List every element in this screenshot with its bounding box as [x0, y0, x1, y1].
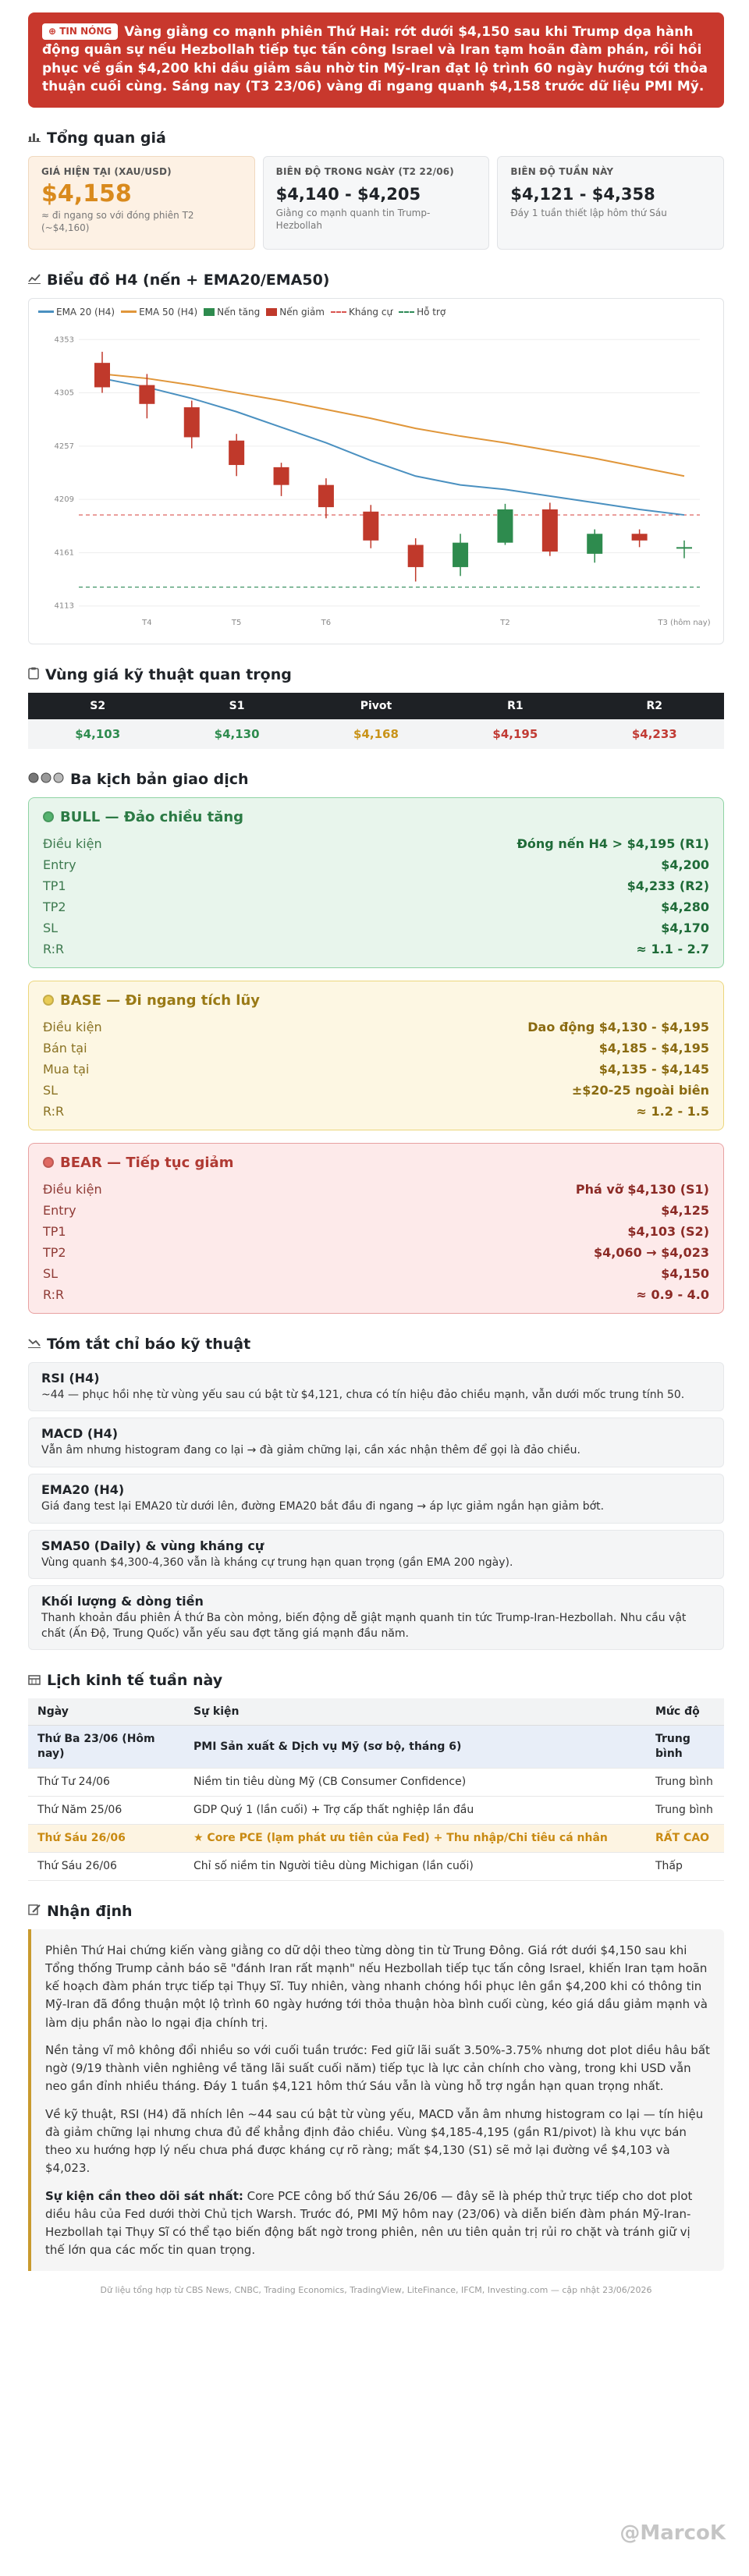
indicator-ema20: EMA20 (H4) Giá đang test lại EMA20 từ dưới lên, đường EMA20 bắt đầu đi ngang → áp lực giảm ngắn hạn giảm bớt.: [28, 1474, 724, 1524]
overview-cards: [28, 156, 724, 250]
scenario-row: SL ±$20-25 ngoài biên: [43, 1082, 709, 1098]
y-tick-label: 4353: [54, 335, 74, 345]
level-pivot: $4,168: [307, 719, 445, 749]
calendar-table: Ngày Sự kiện Mức độ Thứ Ba 23/06 (Hôm nay) PMI Sản xuất & Dịch vụ Mỹ (sơ bộ, tháng 6) Trung bình Thứ Tư 24/06 Niềm tin tiêu dùng Mỹ (CB Consumer Confidence) Trung bình Thứ Năm 25/06 GDP Quý 1 (lần cuối) + Trợ cấp thất nghiệp lần đầu Trung bình Thứ Sáu 26/06 ★ Core PCE (lạm phát ưu tiên của Fed) + Thu nhập/Chi tiêu cá nhân RẤT CAO Thứ Sáu 26/06 Chỉ số niềm tin Người tiêu dùng Michigan (lần cuối) Thấp: [28, 1698, 724, 1880]
scenario-row: R:R ≈ 1.2 - 1.5: [43, 1103, 709, 1119]
scenario-row: R:R ≈ 0.9 - 4.0: [43, 1286, 709, 1302]
overview-heading: Tổng quan giá: [28, 130, 724, 147]
legend-support: Hỗ trợ: [399, 307, 445, 318]
pencil-icon: [28, 1904, 41, 1918]
scenario-row: Mua tại $4,135 - $4,145: [43, 1061, 709, 1077]
line-chart-icon: [28, 272, 41, 287]
level-header-s1: S1: [167, 693, 306, 719]
assessment-paragraph: Về kỹ thuật, RSI (H4) đã nhích lên ~44 sau cú bật từ vùng yếu, MACD vẫn âm nhưng histogram co lại — tín hiệu đà giảm chững lại nhưng chưa đủ để khẳng định đảo chiều. Vùng $4,185-4,195 (gần R1/pivot) là khu vực bán theo xu hướng hợp lý nếu chưa phá được kháng cự rõ ràng; mất $4,130 (S1) sẽ mở lại đường về $4,103 và $4,023.: [45, 2106, 704, 2176]
level-header-pivot: Pivot: [307, 693, 445, 719]
level-r1: $4,195: [445, 719, 584, 749]
candle-up: [497, 509, 513, 543]
scenario-row: TP2 $4,060 → $4,023: [43, 1244, 709, 1260]
assessment-paragraph: Nền tảng vĩ mô không đổi nhiều so với cuối tuần trước: Fed giữ lãi suất 3.50%-3.75% nhưng dot plot diều hâu bất ngờ (9/19 thành viên nghiêng về tăng lãi suất cuối năm) tiếp tục là lực cản chính cho vàng, trong khi USD vẫn neo gần đỉnh nhiều tháng. Đáy 1 tuần $4,121 hôm thứ Sáu vẫn là vùng hỗ trợ ngắn hạn quan trọng nhất.: [45, 2042, 710, 2094]
candle-down: [408, 545, 424, 566]
chart-legend: [38, 307, 714, 318]
current-price-card: GIÁ HIỆN TẠI (XAU/USD) $4,158 ≈ đi ngang so với đóng phiên T2 (~$4,160): [28, 156, 255, 250]
bear-scenario: BEAR — Tiếp tục giảm Điều kiện Phá vỡ $4,130 (S1) Entry $4,125 TP1 $4,103 (S2) TP2 $4,060 → $4,023 SL $4,150 R:R ≈ 0.9 - 4.0: [28, 1143, 724, 1314]
candle-down: [318, 484, 334, 506]
y-tick-label: 4257: [54, 442, 74, 451]
traffic-dots-icon: [28, 772, 64, 786]
scenario-row: Điều kiện Phá vỡ $4,130 (S1): [43, 1181, 709, 1197]
bar-chart-icon: [28, 130, 41, 145]
scenario-row: TP1 $4,233 (R2): [43, 878, 709, 893]
scenario-row: Bán tại $4,185 - $4,195: [43, 1040, 709, 1056]
indicators-heading: Tóm tắt chỉ báo kỹ thuật: [28, 1336, 724, 1353]
x-tick-label: T6: [321, 618, 332, 627]
calendar-row: Thứ Tư 24/06 Niềm tin tiêu dùng Mỹ (CB Consumer Confidence) Trung bình: [28, 1769, 724, 1797]
scenarios-heading: Ba kịch bản giao dịch: [28, 771, 724, 788]
candle-down: [94, 363, 110, 387]
scenario-row: Entry $4,125: [43, 1202, 709, 1218]
x-tick-label: T3 (hôm nay): [658, 618, 711, 627]
scenario-row: Điều kiện Dao động $4,130 - $4,195: [43, 1019, 709, 1034]
legend-up: Nến tăng: [204, 307, 260, 318]
bull-dot-icon: [43, 811, 54, 822]
y-tick-label: 4209: [54, 495, 74, 504]
candle-down: [184, 407, 200, 437]
calendar-row: Thứ Năm 25/06 GDP Quý 1 (lần cuối) + Trợ cấp thất nghiệp lần đầu Trung bình: [28, 1797, 724, 1825]
candle-up: [587, 534, 602, 554]
y-tick-label: 4113: [54, 601, 74, 611]
candle-down: [139, 385, 154, 403]
candle-down: [274, 467, 289, 485]
indicator-sma50: SMA50 (Daily) & vùng kháng cự Vùng quanh $4,300-4,360 vẫn là kháng cự trung hạn quan trọng (gần EMA 200 ngày).: [28, 1530, 724, 1580]
daily-range-card: BIÊN ĐỘ TRONG NGÀY (T2 22/06) $4,140 - $4,205 Giằng co mạnh quanh tin Trump-Hezbollah: [263, 156, 490, 250]
candle-up: [676, 547, 692, 548]
breaking-news-banner: [28, 12, 724, 108]
weekly-range-card: BIÊN ĐỘ TUẦN NÀY $4,121 - $4,358 Đáy 1 tuần thiết lập hôm thứ Sáu: [497, 156, 724, 250]
levels-table: [28, 693, 724, 749]
candle-down: [229, 441, 244, 465]
x-tick-label: T5: [231, 618, 242, 627]
scenario-row: Điều kiện Đóng nến H4 > $4,195 (R1): [43, 836, 709, 851]
indicator-macd: MACD (H4) Vẫn âm nhưng histogram đang co lại → đà giảm chững lại, cần xác nhận thêm để gọi là đảo chiều.: [28, 1418, 724, 1467]
trend-icon: [28, 1336, 41, 1351]
scenario-row: TP1 $4,103 (S2): [43, 1223, 709, 1239]
x-tick-label: T2: [500, 618, 510, 627]
ema20-line: [102, 378, 684, 515]
indicator-volume: Khối lượng & dòng tiền Thanh khoản đầu phiên Á thứ Ba còn mỏng, biến động dễ giật mạnh quanh tin tức Trump-Iran-Hezbollah. Nhu cầu vật chất (Ấn Độ, Trung Quốc) vẫn yếu sau đợt tăng giá mạnh đầu năm.: [28, 1585, 724, 1650]
chart-heading: Biểu đồ H4 (nến + EMA20/EMA50): [28, 271, 724, 289]
breaking-text: Vàng giằng co mạnh phiên Thứ Hai: rớt dưới $4,150 sau khi Trump dọa hành động quân sự nếu Hezbollah tiếp tục tấn công Israel và Iran tạm hoãn đàm phán, rồi hồi phục về gần $4,200 khi dầu giảm sâu nhờ tin Mỹ-Iran đạt lộ trình 60 ngày hướng tới thỏa thuận cuối cùng. Sáng nay (T3 23/06) vàng đi ngang quanh $4,158 trước dữ liệu PMI Mỹ.: [42, 24, 708, 95]
legend-down: Nến giảm: [266, 307, 325, 318]
level-header-r2: R2: [585, 693, 724, 719]
calendar-row: Thứ Sáu 26/06 ★ Core PCE (lạm phát ưu tiên của Fed) + Thu nhập/Chi tiêu cá nhân RẤT CAO: [28, 1824, 724, 1852]
y-tick-label: 4161: [54, 548, 74, 558]
calendar-row: Thứ Ba 23/06 (Hôm nay) PMI Sản xuất & Dịch vụ Mỹ (sơ bộ, tháng 6) Trung bình: [28, 1726, 724, 1769]
scenario-row: R:R ≈ 1.1 - 2.7: [43, 941, 709, 956]
level-s2: $4,103: [28, 719, 167, 749]
assessment-heading: Nhận định: [28, 1903, 724, 1920]
breaking-tag: ⊕ TIN NÓNG: [42, 23, 118, 40]
level-r2: $4,233: [585, 719, 724, 749]
bear-dot-icon: [43, 1157, 54, 1168]
legend-ema50: EMA 50 (H4): [121, 307, 197, 318]
indicator-rsi: RSI (H4) ~44 — phục hồi nhẹ từ vùng yếu sau cú bật từ $4,121, chưa có tín hiệu đảo chiều mạnh, vẫn dưới mốc trung tính 50.: [28, 1362, 724, 1412]
scenario-row: Entry $4,200: [43, 857, 709, 872]
h4-chart: [28, 298, 724, 644]
scenario-row: TP2 $4,280: [43, 899, 709, 914]
y-tick-label: 4305: [54, 389, 74, 398]
scenario-row: SL $4,170: [43, 920, 709, 935]
candlestick-svg: [38, 321, 714, 633]
level-header-r1: R1: [445, 693, 584, 719]
x-tick-label: T4: [142, 618, 152, 627]
scenario-row: SL $4,150: [43, 1265, 709, 1281]
calendar-heading: Lịch kinh tế tuần này: [28, 1672, 724, 1689]
legend-resistance: Kháng cự: [331, 307, 392, 318]
assessment-box: [28, 1929, 724, 2271]
assessment-paragraph: Sự kiện cần theo dõi sát nhất: Core PCE công bố thứ Sáu 26/06 — đây sẽ là phép thử trực tiếp cho dot plot diều hâu của Fed dưới thời Chủ tịch Warsh. Trước đó, PMI Mỹ hôm nay (23/06) và diễn biến đàm phán Mỹ-Iran-Hezbollah tại Thụy Sĩ có thể tạo biến động bất ngờ trong phiên, nên ưu tiên quản trị rủi ro chặt và tránh giữ vị thế lớn qua các mốc tin quan trọng.: [45, 2188, 693, 2258]
clipboard-icon: [28, 667, 39, 683]
calendar-row: Thứ Sáu 26/06 Chỉ số niềm tin Người tiêu dùng Michigan (lần cuối) Thấp: [28, 1852, 724, 1880]
calendar-icon: [28, 1673, 41, 1688]
candle-down: [542, 509, 558, 552]
base-scenario: BASE — Đi ngang tích lũy Điều kiện Dao động $4,130 - $4,195 Bán tại $4,185 - $4,195 Mua tại $4,135 - $4,145 SL ±$20-25 ngoài biên R:R ≈ 1.2 - 1.5: [28, 981, 724, 1130]
level-header-s2: S2: [28, 693, 167, 719]
source-footer: Dữ liệu tổng hợp từ CBS News, CNBC, Trading Economics, TradingView, LiteFinance, IFCM, Investing.com — cập nhật 23/06/2026: [100, 2284, 652, 2295]
legend-ema20: EMA 20 (H4): [38, 307, 115, 318]
base-dot-icon: [43, 995, 54, 1006]
bull-scenario: BULL — Đảo chiều tăng Điều kiện Đóng nến H4 > $4,195 (R1) Entry $4,200 TP1 $4,233 (R2) TP2 $4,280 SL $4,170 R:R ≈ 1.1 - 2.7: [28, 797, 724, 968]
assessment-paragraph: Phiên Thứ Hai chứng kiến vàng giằng co dữ dội theo từng dòng tin từ Trung Đông. Giá rớt dưới $4,150 sau khi Tổng thống Trump cảnh báo sẽ "đánh Iran rất mạnh" nếu Hezbollah tiếp tục tấn công Israel, khiến Iran tạm hoãn kế hoạch đàm phán trực tiếp tại Thụy Sĩ. Tuy nhiên, vàng nhanh chóng hồi phục lên gần $4,200 khi có thông tin Mỹ-Iran đã đồng thuận một lộ trình 60 ngày hướng tới thỏa thuận hòa bình cuối cùng, kéo giá dầu giảm mạnh và làm dịu phần nào lo ngại địa chính trị.: [45, 1943, 708, 2030]
candle-down: [632, 534, 648, 541]
current-price: $4,158: [41, 179, 132, 208]
candle-down: [363, 512, 378, 541]
levels-heading: Vùng giá kỹ thuật quan trọng: [28, 666, 724, 683]
level-s1: $4,130: [167, 719, 306, 749]
watermark-logo: @MarcoK: [619, 2521, 726, 2545]
candle-up: [453, 542, 468, 566]
